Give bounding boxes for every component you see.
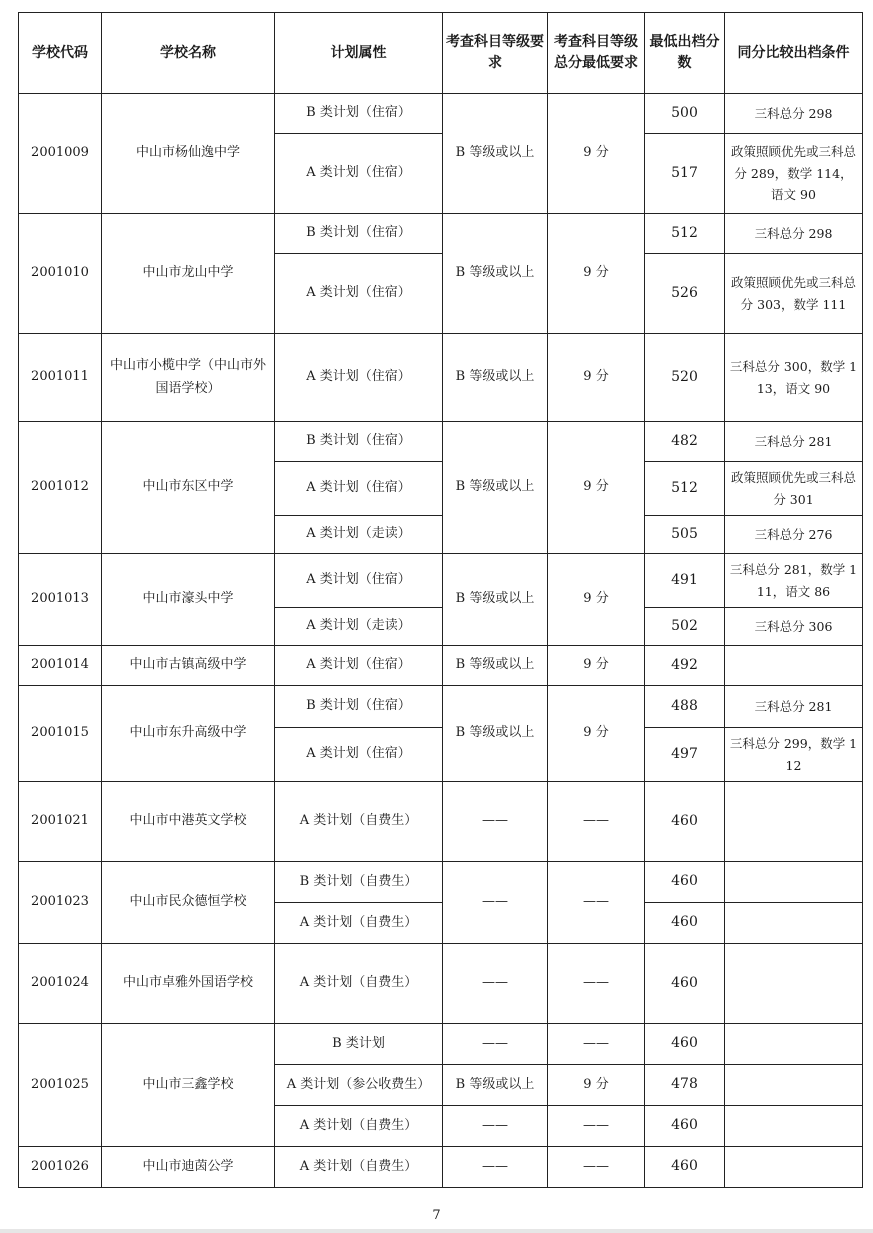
min-score: 460 (645, 782, 725, 862)
school-name: 中山市古镇高级中学 (102, 646, 275, 686)
grade-requirement: —— (443, 862, 548, 944)
grade-requirement: —— (443, 944, 548, 1024)
tie-rule (725, 782, 863, 862)
header-min-score: 最低出档分数 (645, 13, 725, 94)
school-name: 中山市龙山中学 (102, 214, 275, 334)
table-row (19, 646, 863, 686)
min-score: 460 (645, 903, 725, 944)
min-score: 517 (645, 134, 725, 214)
tie-rule (725, 1106, 863, 1147)
tie-rule: 政策照顾优先或三科总分 301 (725, 462, 863, 516)
plan-type: A 类计划（自费生） (275, 903, 443, 944)
min-score: 526 (645, 254, 725, 334)
grade-requirement: —— (443, 1024, 548, 1065)
min-score: 478 (645, 1065, 725, 1106)
tie-rule (725, 944, 863, 1024)
total-requirement: 9 分 (548, 214, 645, 334)
school-code: 2001023 (19, 862, 102, 944)
plan-type: A 类计划（走读） (275, 608, 443, 646)
plan-type: A 类计划（住宿） (275, 462, 443, 516)
tie-rule (725, 646, 863, 686)
school-name: 中山市杨仙逸中学 (102, 94, 275, 214)
school-name: 中山市民众德恒学校 (102, 862, 275, 944)
tie-rule: 三科总分 298 (725, 94, 863, 134)
header-school-code: 学校代码 (19, 13, 102, 94)
tie-rule: 政策照顾优先或三科总分 289，数学 114，语文 90 (725, 134, 863, 214)
plan-type: B 类计划（住宿） (275, 422, 443, 462)
tie-rule (725, 903, 863, 944)
min-score: 502 (645, 608, 725, 646)
total-requirement: —— (548, 782, 645, 862)
school-code: 2001015 (19, 686, 102, 782)
plan-type: B 类计划 (275, 1024, 443, 1065)
min-score: 500 (645, 94, 725, 134)
plan-type: A 类计划（住宿） (275, 334, 443, 422)
plan-type: A 类计划（自费生） (275, 1106, 443, 1147)
total-requirement: —— (548, 1024, 645, 1065)
header-school-name: 学校名称 (102, 13, 275, 94)
min-score: 512 (645, 462, 725, 516)
tie-rule: 三科总分 281 (725, 422, 863, 462)
grade-requirement: —— (443, 782, 548, 862)
tie-rule: 政策照顾优先或三科总分 303，数学 111 (725, 254, 863, 334)
total-requirement: 9 分 (548, 686, 645, 782)
tie-rule (725, 1065, 863, 1106)
page-number: 7 (432, 1208, 441, 1223)
school-name: 中山市东区中学 (102, 422, 275, 554)
grade-requirement: —— (443, 1106, 548, 1147)
total-requirement: 9 分 (548, 646, 645, 686)
min-score: 505 (645, 516, 725, 554)
plan-type: B 类计划（自费生） (275, 862, 443, 903)
total-requirement: —— (548, 1106, 645, 1147)
min-score: 497 (645, 728, 725, 782)
header-total-requirement: 考查科目等级总分最低要求 (548, 13, 645, 94)
table-row (19, 862, 863, 903)
plan-type: A 类计划（住宿） (275, 134, 443, 214)
admission-score-table (18, 12, 863, 1188)
grade-requirement: B 等级或以上 (443, 646, 548, 686)
min-score: 460 (645, 1106, 725, 1147)
school-code: 2001014 (19, 646, 102, 686)
table-row (19, 686, 863, 728)
grade-requirement: B 等级或以上 (443, 334, 548, 422)
school-code: 2001021 (19, 782, 102, 862)
min-score: 520 (645, 334, 725, 422)
tie-rule: 三科总分 299，数学 112 (725, 728, 863, 782)
school-code: 2001012 (19, 422, 102, 554)
school-code: 2001011 (19, 334, 102, 422)
plan-type: A 类计划（自费生） (275, 1147, 443, 1188)
total-requirement: 9 分 (548, 1065, 645, 1106)
total-requirement: 9 分 (548, 334, 645, 422)
page-bottom-divider (0, 1229, 873, 1233)
tie-rule: 三科总分 298 (725, 214, 863, 254)
school-name: 中山市迪茵公学 (102, 1147, 275, 1188)
school-name: 中山市三鑫学校 (102, 1024, 275, 1147)
school-code: 2001013 (19, 554, 102, 646)
min-score: 460 (645, 1024, 725, 1065)
min-score: 492 (645, 646, 725, 686)
school-code: 2001026 (19, 1147, 102, 1188)
school-name: 中山市东升高级中学 (102, 686, 275, 782)
header-plan-type: 计划属性 (275, 13, 443, 94)
plan-type: A 类计划（住宿） (275, 254, 443, 334)
table-row (19, 554, 863, 608)
tie-rule: 三科总分 300，数学 113，语文 90 (725, 334, 863, 422)
header-grade-requirement: 考查科目等级要求 (443, 13, 548, 94)
min-score: 460 (645, 1147, 725, 1188)
grade-requirement: B 等级或以上 (443, 1065, 548, 1106)
grade-requirement: —— (443, 1147, 548, 1188)
tie-rule: 三科总分 281，数学 111，语文 86 (725, 554, 863, 608)
tie-rule: 三科总分 281 (725, 686, 863, 728)
min-score: 488 (645, 686, 725, 728)
plan-type: A 类计划（自费生） (275, 782, 443, 862)
school-code: 2001010 (19, 214, 102, 334)
table-row (19, 94, 863, 134)
total-requirement: 9 分 (548, 94, 645, 214)
tie-rule: 三科总分 306 (725, 608, 863, 646)
plan-type: B 类计划（住宿） (275, 94, 443, 134)
min-score: 482 (645, 422, 725, 462)
grade-requirement: B 等级或以上 (443, 554, 548, 646)
grade-requirement: B 等级或以上 (443, 214, 548, 334)
min-score: 512 (645, 214, 725, 254)
min-score: 491 (645, 554, 725, 608)
school-code: 2001009 (19, 94, 102, 214)
table-row (19, 944, 863, 1024)
school-name: 中山市中港英文学校 (102, 782, 275, 862)
header-tie-rule: 同分比较出档条件 (725, 13, 863, 94)
school-code: 2001025 (19, 1024, 102, 1147)
table-row (19, 1147, 863, 1188)
header-row (19, 13, 863, 94)
plan-type: A 类计划（住宿） (275, 646, 443, 686)
total-requirement: —— (548, 862, 645, 944)
tie-rule (725, 1024, 863, 1065)
plan-type: B 类计划（住宿） (275, 214, 443, 254)
grade-requirement: B 等级或以上 (443, 686, 548, 782)
table-row (19, 782, 863, 862)
school-name: 中山市濠头中学 (102, 554, 275, 646)
plan-type: A 类计划（住宿） (275, 554, 443, 608)
tie-rule (725, 862, 863, 903)
total-requirement: 9 分 (548, 554, 645, 646)
plan-type: A 类计划（走读） (275, 516, 443, 554)
min-score: 460 (645, 862, 725, 903)
total-requirement: —— (548, 1147, 645, 1188)
total-requirement: —— (548, 944, 645, 1024)
tie-rule (725, 1147, 863, 1188)
table-row (19, 422, 863, 462)
table-row (19, 1024, 863, 1065)
plan-type: A 类计划（住宿） (275, 728, 443, 782)
table-row (19, 214, 863, 254)
plan-type: B 类计划（住宿） (275, 686, 443, 728)
grade-requirement: B 等级或以上 (443, 94, 548, 214)
plan-type: A 类计划（参公收费生） (275, 1065, 443, 1106)
school-name: 中山市小榄中学（中山市外国语学校） (102, 334, 275, 422)
total-requirement: 9 分 (548, 422, 645, 554)
school-name: 中山市卓雅外国语学校 (102, 944, 275, 1024)
school-code: 2001024 (19, 944, 102, 1024)
tie-rule: 三科总分 276 (725, 516, 863, 554)
grade-requirement: B 等级或以上 (443, 422, 548, 554)
table-row (19, 334, 863, 422)
plan-type: A 类计划（自费生） (275, 944, 443, 1024)
min-score: 460 (645, 944, 725, 1024)
